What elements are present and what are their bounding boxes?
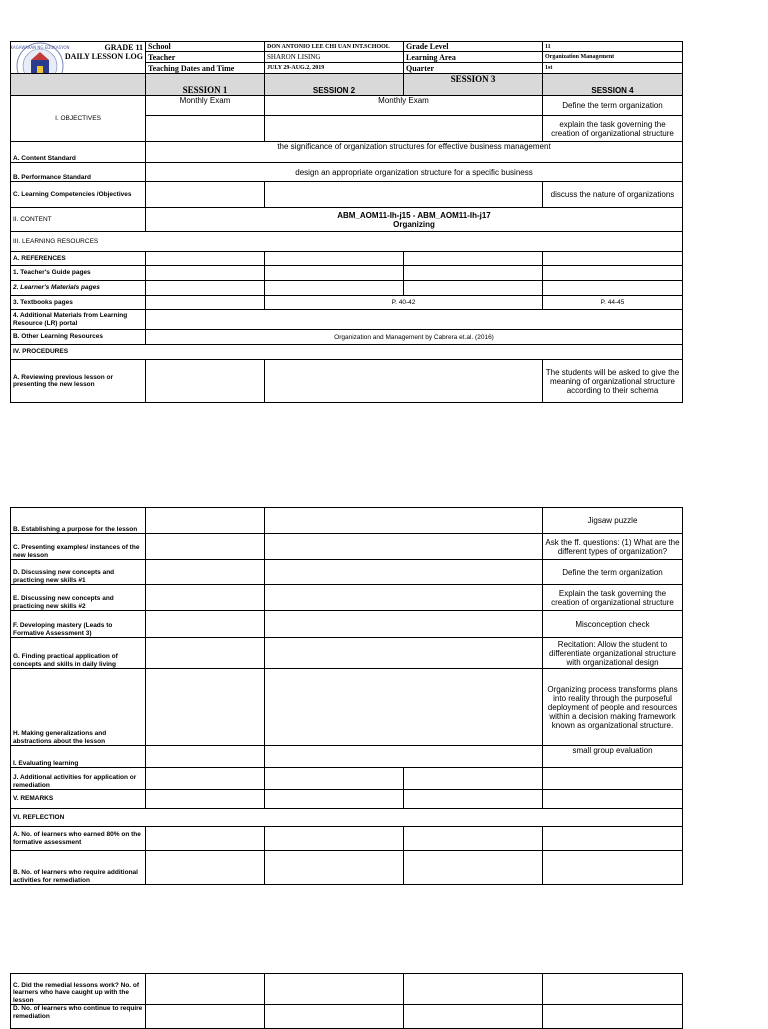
teacher-value: SHARON LISING [265,52,404,63]
competencies-session23 [265,182,543,208]
procedure-row-i-label: I. Evaluating learning [11,746,146,768]
additional-materials-label: 4. Additional Materials from Learning Resource (LR) portal [11,310,146,330]
textbooks-session23: P. 40-42 [265,296,543,310]
procedure-row-i-session4: small group evaluation [543,746,683,768]
procedure-row-c-label: C. Presenting examples/ instances of the new lesson [11,534,146,560]
competencies-session1 [146,182,265,208]
procedure-row-e-label: E. Discussing new concepts and practicing new skills #2 [11,585,146,611]
competencies-session4: discuss the nature of organizations [543,182,683,208]
content-standard-label: A. Content Standard [11,142,146,163]
learning-resources-label: III. LEARNING RESOURCES [11,232,683,252]
performance-standard-label: B. Performance Standard [11,163,146,182]
content-standard-value: the significance of organization structures for effective business management [146,142,683,163]
procedure-row-g-session4: Recitation: Allow the student to differentiate organizational structure with organizational design [543,638,683,669]
other-resources-value: Organization and Management by Cabrera et.al. (2016) [146,330,683,345]
session-2-header: SESSION 2 [265,74,404,96]
quarter-value: 1st [543,63,683,74]
procedure-row-b-label: B. Establishing a purpose for the lesson [11,508,146,534]
objectives-label: I. OBJECTIVES [11,96,146,142]
procedure-row-g-label: G. Finding practical application of concepts and skills in daily living [11,638,146,669]
school-value: DON ANTONIO LEE CHI UAN INT.SCHOOL [265,42,404,52]
reflection-label: VI. REFLECTION [11,809,683,827]
lesson-log-page1 [10,41,683,403]
dates-value: JULY 29-AUG.2, 2019 [265,63,404,74]
references-label: A. REFERENCES [11,252,146,266]
lesson-log-page3 [10,973,683,1029]
objectives2-session23 [265,116,543,142]
objectives-session23: Monthly Exam [265,96,543,116]
reflection-c-label: C. Did the remedial lessons work? No. of learners who have caught up with the lesson [11,974,146,1005]
school-label: School [146,42,265,52]
review-label: A. Reviewing previous lesson or presenting the new lesson [11,360,146,403]
session-3-header: SESSION 3 [404,74,543,96]
content-value [146,208,683,232]
objectives2-session4: explain the task governing the creation of organizational structure [543,116,683,142]
procedure-row-d-session4: Define the term organization [543,560,683,585]
learning-area-value: Organization Management [543,52,683,63]
reflection-a-label: A. No. of learners who earned 80% on the formative assessment [11,827,146,851]
remarks-label: V. REMARKS [11,790,146,809]
session-4-header: SESSION 4 [543,74,683,96]
procedure-row-f-label: F. Developing mastery (Leads to Formative Assessment 3) [11,611,146,638]
reflection-b-label: B. No. of learners who require additional activities for remediation [11,851,146,885]
textbooks-label: 3. Textbooks pages [11,296,146,310]
grade-level-label: Grade Level [404,42,543,52]
other-resources-label: B. Other Learning Resources [11,330,146,345]
procedure-row-j-label: J. Additional activities for application or remediation [11,768,146,790]
content-topic: Organizing [393,219,435,229]
grade-level-value: 11 [543,42,683,52]
learners-materials-label: 2. Learner's Materials pages [11,281,146,296]
procedure-row-d-label: D. Discussing new concepts and practicing new skills #1 [11,560,146,585]
content-label: II. CONTENT [11,208,146,232]
svg-text:KAGAWARAN NG EDUKASYON: KAGAWARAN NG EDUKASYON [10,45,70,50]
procedure-row-c-session4: Ask the ff. questions: (1) What are the different types of organization? [543,534,683,560]
procedure-row-h-session4: Organizing process transforms plans into reality through the purposeful deployment of people and resources within a decision making framework known as organizational structure. [543,669,683,746]
review-session4: The students will be asked to give the meaning of organizational structure according to their schema [543,360,683,403]
objectives-session4: Define the term organization [543,96,683,116]
header-titles [11,42,146,74]
objectives2-session1 [146,116,265,142]
procedures-label: IV. PROCEDURES [11,345,683,360]
procedure-row-e-session4: Explain the task governing the creation of organizational structure [543,585,683,611]
procedure-row-h-label: H. Making generalizations and abstractions about the lesson [11,669,146,746]
textbooks-session4: P. 44-45 [543,296,683,310]
learning-area-label: Learning Area [404,52,543,63]
competencies-label: C. Learning Competencies /Objectives [11,182,146,208]
procedure-row-b-session4: Jigsaw puzzle [543,508,683,534]
reflection-d-label: D. No. of learners who continue to require remediation [11,1005,146,1029]
performance-standard-value: design an appropriate organization structure for a specific business [146,163,683,182]
objectives-session1: Monthly Exam [146,96,265,116]
session-1-header: SESSION 1 [146,74,265,96]
teacher-label: Teacher [146,52,265,63]
lesson-log-page2 [10,507,683,885]
procedure-row-f-session4: Misconception check [543,611,683,638]
grade-title: GRADE 11 [104,43,143,52]
teachers-guide-label: 1. Teacher's Guide pages [11,266,146,281]
procedure-row-j-session4 [543,768,683,790]
quarter-label: Quarter [404,63,543,74]
log-title: DAILY LESSON LOG [64,52,143,61]
dates-label: Teaching Dates and Time [146,63,265,74]
session-header-blank [11,74,146,96]
content-code: ABM_AOM11-Ih-j15 - ABM_AOM11-Ih-j17 [337,210,491,220]
